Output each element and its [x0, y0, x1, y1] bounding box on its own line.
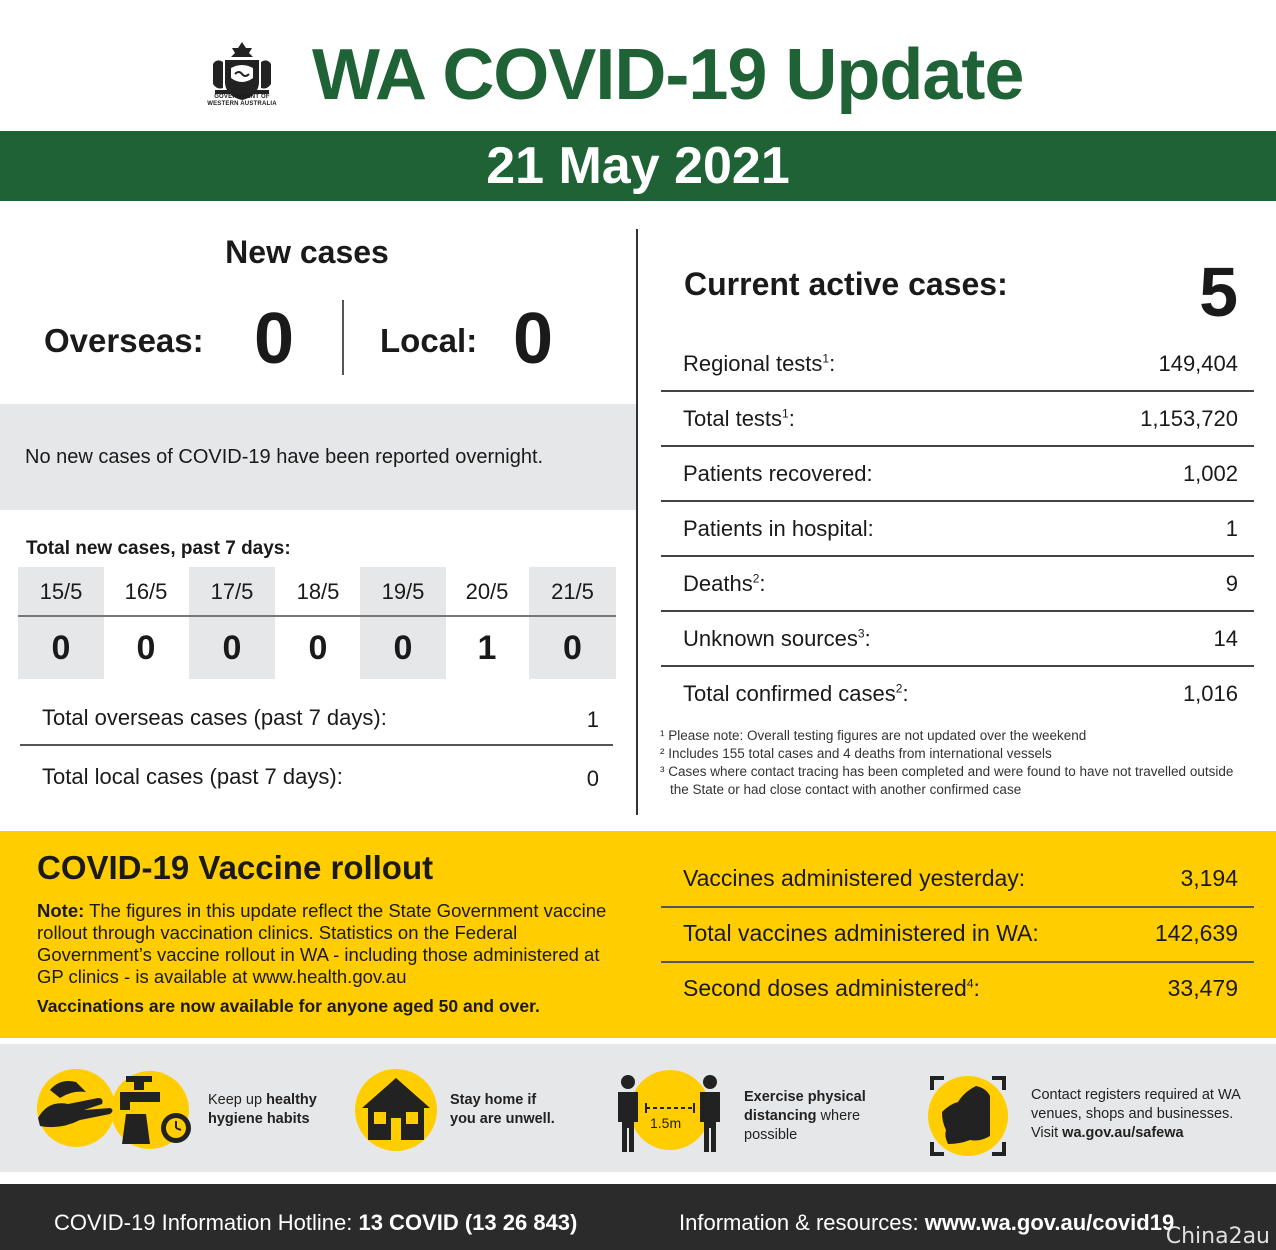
stat-row	[661, 502, 1254, 557]
stat-label-text: Regional tests	[683, 351, 823, 376]
date-banner: 21 May 2021	[0, 131, 1276, 201]
stat-label	[683, 516, 874, 542]
day-column	[18, 567, 104, 679]
stat-colon: :	[973, 975, 980, 1001]
vaccine-note-label: Note:	[37, 900, 85, 921]
vaccine-note-text: The figures in this update reflect the State Government vaccine rollout through vaccination clinics. Statistics on the Federal Government’s vaccine rollout in WA - including those administered at GP clinics - is available at www.health.gov.au	[37, 900, 607, 987]
stat-row	[661, 963, 1254, 1018]
footer	[0, 1184, 1276, 1250]
footnote-3: ³ Cases where contact tracing has been completed and were found to have not travelled outside the State or had close contact with another confirmed case	[660, 764, 1234, 797]
stat-footnote-marker: 2	[752, 571, 760, 586]
resources-label: Information & resources:	[679, 1210, 925, 1235]
day-label: 16/5	[124, 579, 168, 604]
physical-distancing-icon	[614, 1068, 726, 1154]
overseas-total-label: Total overseas cases (past 7 days):	[42, 705, 387, 730]
stat-row	[661, 612, 1254, 667]
stat-row	[661, 908, 1254, 963]
day-value: 0	[136, 629, 156, 667]
registers-text-1: Contact registers required at WA	[1031, 1087, 1241, 1103]
distancing-text-1: Exercise physical	[744, 1089, 866, 1105]
stat-colon: :	[864, 626, 871, 651]
house-icon	[354, 1068, 438, 1152]
new-cases-heading: New cases	[225, 234, 389, 270]
stat-label-text: Second doses administered	[683, 975, 967, 1001]
day-column	[189, 567, 275, 679]
stat-value: 142,639	[1154, 920, 1238, 946]
day-column	[360, 567, 446, 679]
stat-label-text: Total confirmed cases	[683, 681, 896, 706]
day-column	[445, 567, 529, 679]
stat-label-text: Patients in hospital	[683, 516, 868, 541]
stat-colon: :	[759, 571, 766, 596]
stat-row	[661, 557, 1254, 612]
stat-value: 9	[1225, 571, 1238, 596]
stat-row	[661, 667, 1254, 722]
stat-value: 14	[1213, 626, 1238, 651]
day-value: 0	[393, 629, 413, 667]
local-label: Local:	[380, 322, 478, 359]
stat-footnote-marker: 4	[966, 976, 974, 991]
stat-colon: :	[866, 461, 873, 486]
stat-value: 3,194	[1180, 865, 1238, 891]
safewa-link[interactable]: wa.gov.au/safewa	[1062, 1125, 1184, 1141]
vaccine-note	[37, 900, 627, 988]
stat-label	[683, 461, 873, 487]
hygiene-text-3: hygiene habits	[208, 1111, 310, 1127]
stat-label	[683, 865, 1025, 892]
stat-value: 1,153,720	[1140, 406, 1238, 431]
stat-row	[661, 392, 1254, 447]
distance-label: 1.5m	[650, 1115, 682, 1131]
stat-colon: :	[829, 351, 836, 376]
stat-footnote-marker: 3	[857, 626, 865, 641]
day-label: 15/5	[39, 579, 83, 604]
stay-home-text-2: you are unwell.	[450, 1111, 555, 1127]
stat-label-text: Patients recovered	[683, 461, 867, 486]
stat-label	[683, 975, 980, 1002]
local-value: 0	[513, 299, 554, 379]
day-value: 0	[308, 629, 328, 667]
footnote-2: ² Includes 155 total cases and 4 deaths from international vessels	[660, 746, 1052, 761]
registers-text-3: Visit	[1031, 1125, 1063, 1141]
hotline-label: COVID-19 Information Hotline:	[54, 1210, 359, 1235]
stat-footnote-marker: 1	[822, 351, 830, 366]
stay-home-text-1: Stay home if	[450, 1092, 537, 1108]
day-value: 0	[51, 629, 71, 667]
day-column	[103, 567, 189, 679]
day-value: 1	[477, 629, 497, 667]
resources	[679, 1210, 1174, 1236]
hotline	[54, 1210, 577, 1236]
day-label: 17/5	[210, 579, 254, 604]
past-7-days-rule	[18, 615, 616, 617]
overseas-label: Overseas:	[44, 322, 204, 359]
stat-footnote-marker: 2	[895, 681, 903, 696]
stat-value: 149,404	[1158, 351, 1238, 376]
stat-label	[683, 681, 909, 707]
stat-label-text: Total vaccines administered in WA:	[683, 920, 1039, 946]
day-value: 0	[222, 629, 242, 667]
stat-value: 1,016	[1182, 681, 1238, 706]
wa-map-scan-icon	[926, 1072, 1010, 1158]
stat-value: 33,479	[1167, 975, 1238, 1001]
day-column	[275, 567, 361, 679]
stat-label	[683, 406, 795, 432]
footnote-1: ¹ Please note: Overall testing figures are not updated over the weekend	[660, 728, 1087, 743]
active-cases-label: Current active cases:	[684, 266, 1008, 302]
stay-home-caption	[450, 1091, 555, 1129]
watermark: Chinа2au	[1165, 1224, 1270, 1249]
hygiene-text-2: healthy	[266, 1092, 317, 1108]
distancing-text-4: possible	[744, 1127, 798, 1143]
overseas-total-value: 1	[586, 707, 599, 732]
resources-link[interactable]: www.wa.gov.au/covid19	[924, 1210, 1175, 1235]
stat-label-text: Total tests	[683, 406, 783, 431]
stat-label-text: Vaccines administered yesterday:	[683, 865, 1026, 891]
vaccine-heading: COVID-19 Vaccine rollout	[37, 849, 434, 886]
notice-text: No new cases of COVID-19 have been reported overnight.	[25, 446, 544, 468]
stat-label	[683, 571, 766, 597]
day-label: 18/5	[296, 579, 340, 604]
stat-colon: :	[867, 516, 874, 541]
column-divider	[636, 229, 638, 815]
stat-footnote-marker: 1	[782, 406, 789, 421]
stat-label-text: Deaths	[683, 571, 753, 596]
stat-label-text: Unknown sources	[683, 626, 858, 651]
local-total-value: 0	[586, 766, 599, 791]
stat-value: 1,002	[1182, 461, 1238, 486]
hygiene-caption	[208, 1091, 317, 1129]
stat-label	[683, 920, 1039, 947]
stat-value: 1	[1225, 516, 1238, 541]
day-label: 21/5	[551, 579, 594, 604]
day-label: 20/5	[465, 579, 509, 604]
page-title: WA COVID-19 Update	[312, 35, 1024, 115]
hotline-number[interactable]: 13 COVID (13 26 843)	[358, 1210, 578, 1235]
local-total-label: Total local cases (past 7 days):	[42, 764, 343, 789]
header	[0, 0, 1276, 130]
stat-colon: :	[902, 681, 909, 706]
stat-row	[661, 447, 1254, 502]
day-column	[529, 567, 616, 679]
stat-colon: :	[788, 406, 795, 431]
distancing-text-3: where	[816, 1108, 861, 1124]
registers-caption	[1031, 1086, 1241, 1143]
crest-caption: GOVERNMENT OF WESTERN AUSTRALIA	[207, 94, 277, 107]
day-value: 0	[563, 629, 582, 667]
summary-rule	[20, 744, 613, 746]
footnotes	[660, 727, 1250, 799]
past-7-days-heading: Total new cases, past 7 days:	[26, 538, 291, 559]
stat-label	[683, 351, 835, 377]
new-cases-divider	[342, 300, 344, 375]
registers-text-2: venues, shops and businesses.	[1031, 1106, 1234, 1122]
hygiene-text-1: Keep up	[208, 1092, 267, 1108]
hand-washing-icon	[36, 1068, 196, 1150]
stat-row	[661, 337, 1254, 392]
distancing-caption	[744, 1088, 866, 1145]
overseas-total-row	[20, 705, 613, 763]
stat-row	[661, 853, 1254, 908]
distancing-text-2: distancing	[744, 1108, 817, 1124]
active-cases-value: 5	[1199, 253, 1238, 331]
stat-label	[683, 626, 871, 652]
overseas-value: 0	[254, 299, 295, 379]
vaccine-availability: Vaccinations are now available for anyone aged 50 and over.	[37, 996, 540, 1016]
day-label: 19/5	[381, 579, 425, 604]
local-total-row	[20, 764, 613, 822]
